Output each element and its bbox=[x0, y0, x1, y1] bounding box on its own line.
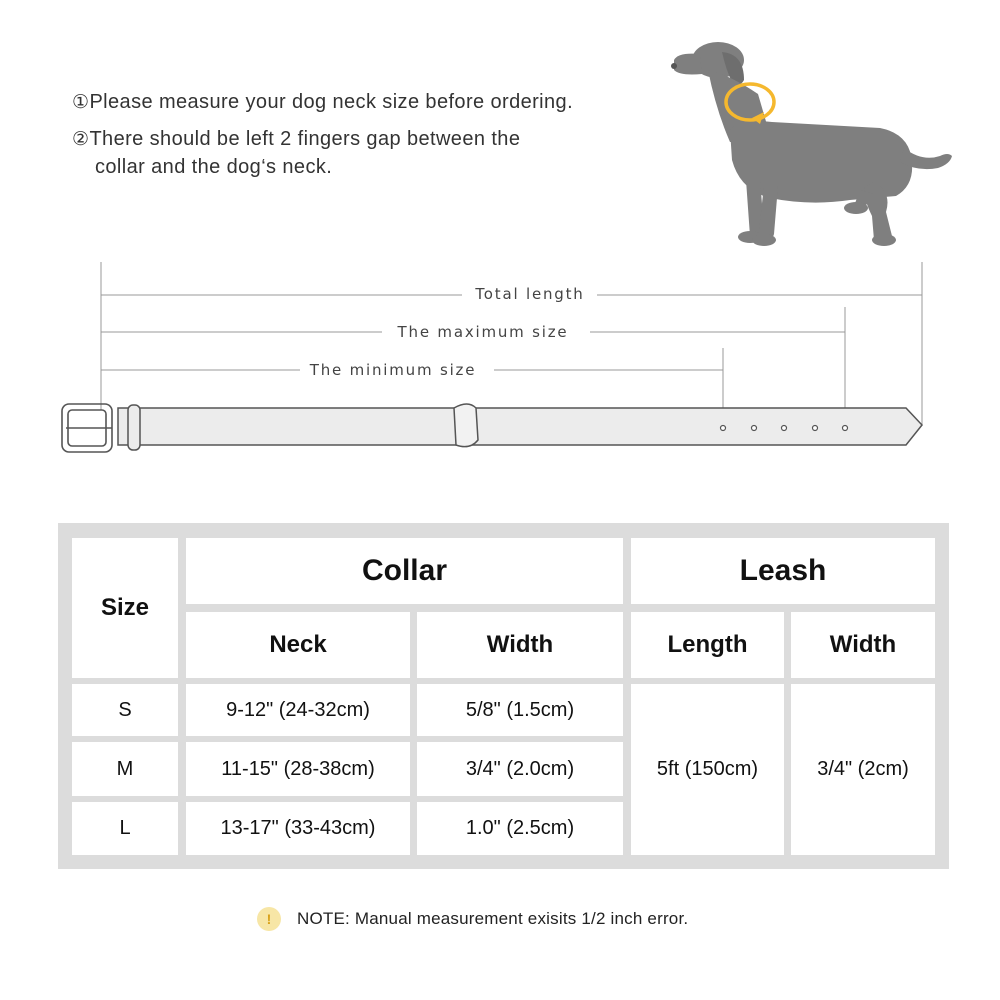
instruction-2-continued: collar and the dog‘s neck. bbox=[95, 156, 333, 178]
neck-header: Neck bbox=[186, 612, 410, 678]
leash-length-cell: 5ft (150cm) bbox=[631, 684, 784, 855]
leash-header: Leash bbox=[631, 538, 935, 604]
buckle-icon bbox=[62, 404, 112, 452]
collar-width-cell: 5/8" (1.5cm) bbox=[417, 684, 623, 736]
leash-length-header: Length bbox=[631, 612, 784, 678]
instruction-2 bbox=[72, 125, 520, 153]
size-cell: S bbox=[72, 684, 178, 736]
note-text: NOTE: Manual measurement exisits 1/2 inch error. bbox=[297, 909, 689, 928]
measurement-note bbox=[257, 904, 688, 934]
collar-width-cell: 3/4" (2.0cm) bbox=[417, 742, 623, 796]
neck-cell: 11-15" (28-38cm) bbox=[186, 742, 410, 796]
dog-silhouette bbox=[671, 42, 952, 246]
leash-width-cell: 3/4" (2cm) bbox=[791, 684, 935, 855]
size-cell: L bbox=[72, 802, 178, 855]
instruction-2-text: There should be left 2 fingers gap between the bbox=[89, 128, 521, 150]
minimum-size-label: The minimum size bbox=[309, 361, 477, 379]
size-header: Size bbox=[72, 538, 178, 678]
total-length-label: Total length bbox=[475, 285, 585, 303]
instruction-1-text: Please measure your dog neck size before ordering. bbox=[89, 91, 574, 113]
collar-header: Collar bbox=[186, 538, 623, 604]
warning-icon: ! bbox=[257, 907, 281, 931]
collar-width-cell: 1.0" (2.5cm) bbox=[417, 802, 623, 855]
collar-size-diagram bbox=[0, 250, 1000, 480]
size-table bbox=[58, 523, 949, 869]
size-cell: M bbox=[72, 742, 178, 796]
leash-width-header: Width bbox=[791, 612, 935, 678]
step-number-2: ② bbox=[72, 128, 90, 150]
maximum-size-label: The maximum size bbox=[397, 323, 569, 341]
collar-width-header: Width bbox=[417, 612, 623, 678]
step-number-1: ① bbox=[72, 91, 90, 113]
neck-cell: 9-12" (24-32cm) bbox=[186, 684, 410, 736]
dog-illustration bbox=[660, 30, 960, 250]
neck-cell: 13-17" (33-43cm) bbox=[186, 802, 410, 855]
collar-strap-icon bbox=[118, 404, 922, 450]
instruction-1 bbox=[72, 88, 573, 116]
